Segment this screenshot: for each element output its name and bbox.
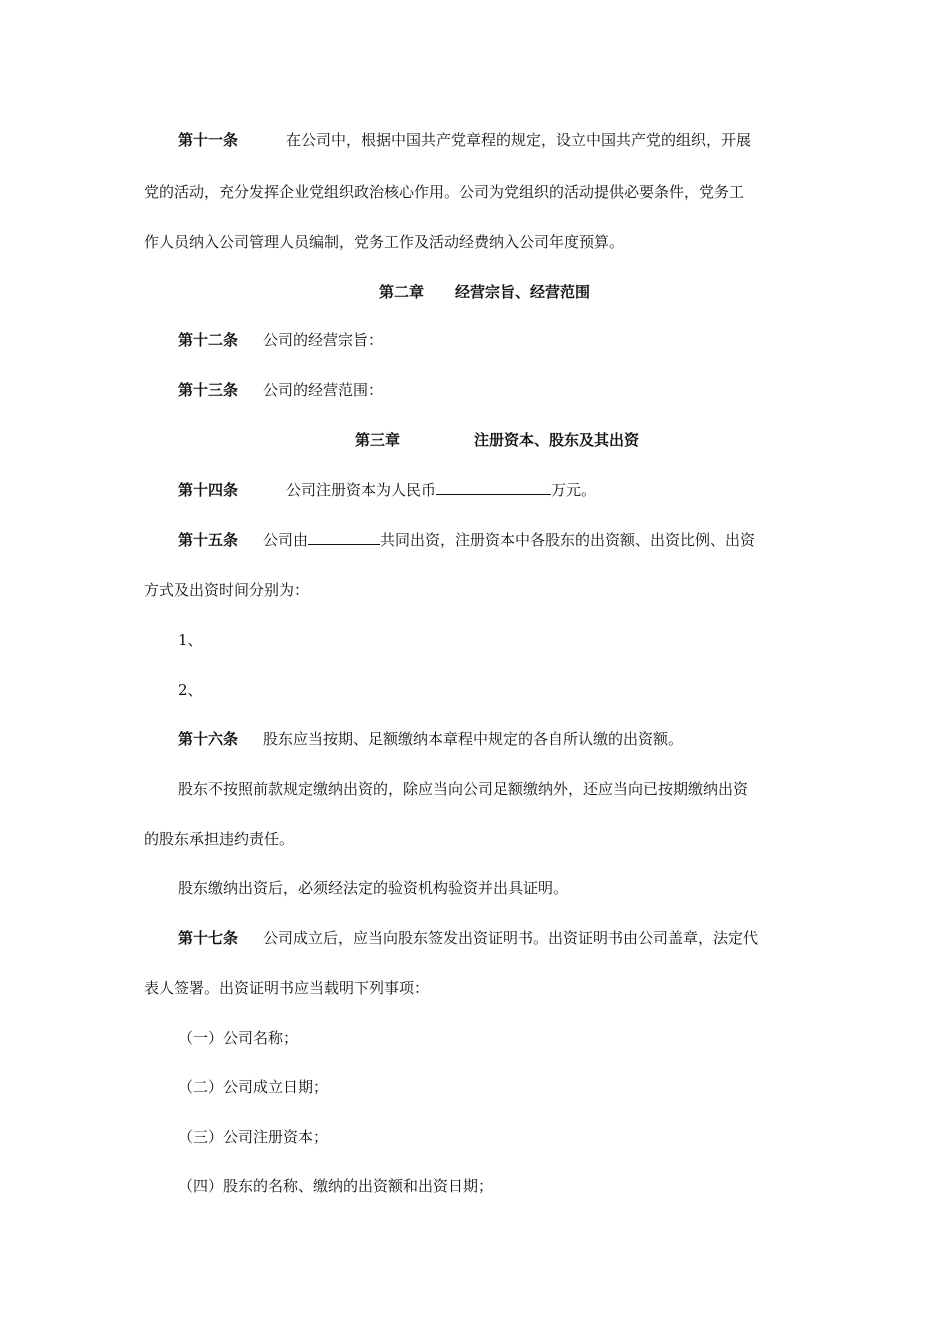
article-11-line-1 [0,128,950,152]
shareholders-blank [308,529,380,545]
article-15-text-2: 方式及出资时间分别为： [144,581,310,599]
article-11-line-3 [0,230,950,254]
article-11-text-2: 党的活动，充分发挥企业党组织政治核心作用。公司为党组织的活动提供必要条件，党务工 [144,183,745,201]
chapter-2-heading [0,280,950,304]
list-item-1: 1、 [178,631,203,649]
list-item [0,1125,950,1149]
article-16-label: 第十六条 [178,730,239,748]
article-11-text-1: 在公司中，根据中国共产党章程的规定，设立中国共产党的组织，开展 [286,131,752,149]
capital-amount-blank [436,479,551,495]
chapter-2-number: 第二章 [379,283,425,301]
article-15-text-after: 共同出资，注册资本中各股东的出资额、出资比例、出资 [380,531,756,549]
article-11-line-2 [0,180,950,204]
article-16-para-2-text-2: 的股东承担违约责任。 [144,830,295,848]
article-15-line-1 [0,528,950,552]
article-15-text-before: 公司由 [263,531,309,549]
article-16 [0,727,950,751]
list-item [0,1075,950,1099]
article-14 [0,478,950,502]
article-16-text: 股东应当按期、足额缴纳本章程中规定的各自所认缴的出资额。 [263,730,684,748]
article-16-para-3-text: 股东缴纳出资后，必须经法定的验资机构验资并出具证明。 [178,879,569,897]
article-12-label: 第十二条 [178,331,239,349]
article-16-para-2-line-2 [0,827,950,851]
article-17-line-1 [0,926,950,950]
article-16-para-2-text-1: 股东不按照前款规定缴纳出资的，除应当向公司足额缴纳外，还应当向已按期缴纳出资 [178,780,749,798]
article-17-line-2 [0,976,950,1000]
article-17-text-1: 公司成立后，应当向股东签发出资证明书。出资证明书由公司盖章，法定代 [263,929,759,947]
article-15-label: 第十五条 [178,531,239,549]
article-13-text: 公司的经营范围： [263,381,384,399]
article-16-para-3 [0,876,950,900]
chapter-3-heading [0,428,950,452]
article-17-label: 第十七条 [178,929,239,947]
chapter-3-title: 注册资本、股东及其出资 [474,431,640,449]
article-16-para-2-line-1 [0,777,950,801]
article-12-text: 公司的经营宗旨： [263,331,384,349]
article-17-item-2: （二）公司成立日期； [178,1078,329,1096]
article-11-text-3: 作人员纳入公司管理人员编制，党务工作及活动经费纳入公司年度预算。 [144,233,625,251]
list-item [0,628,950,652]
list-item [0,1026,950,1050]
article-15-text-1 [263,528,755,552]
chapter-2-title: 经营宗旨、经营范围 [455,283,591,301]
list-item [0,678,950,702]
article-12 [0,328,950,352]
article-17-text-2: 表人签署。出资证明书应当载明下列事项： [144,979,430,997]
article-13-label: 第十三条 [178,381,239,399]
article-14-label: 第十四条 [178,481,239,499]
article-13 [0,378,950,402]
article-14-text [286,478,596,502]
article-15-line-2 [0,578,950,602]
article-17-item-4: （四）股东的名称、缴纳的出资额和出资日期； [178,1177,494,1195]
article-14-text-after: 万元。 [551,481,597,499]
chapter-3-number: 第三章 [355,431,401,449]
article-11-label: 第十一条 [178,131,239,149]
article-17-item-3: （三）公司注册资本； [178,1128,329,1146]
article-14-text-before: 公司注册资本为人民币 [286,481,437,499]
list-item [0,1174,950,1198]
article-17-item-1: （一）公司名称； [178,1029,299,1047]
list-item-2: 2、 [178,681,203,699]
